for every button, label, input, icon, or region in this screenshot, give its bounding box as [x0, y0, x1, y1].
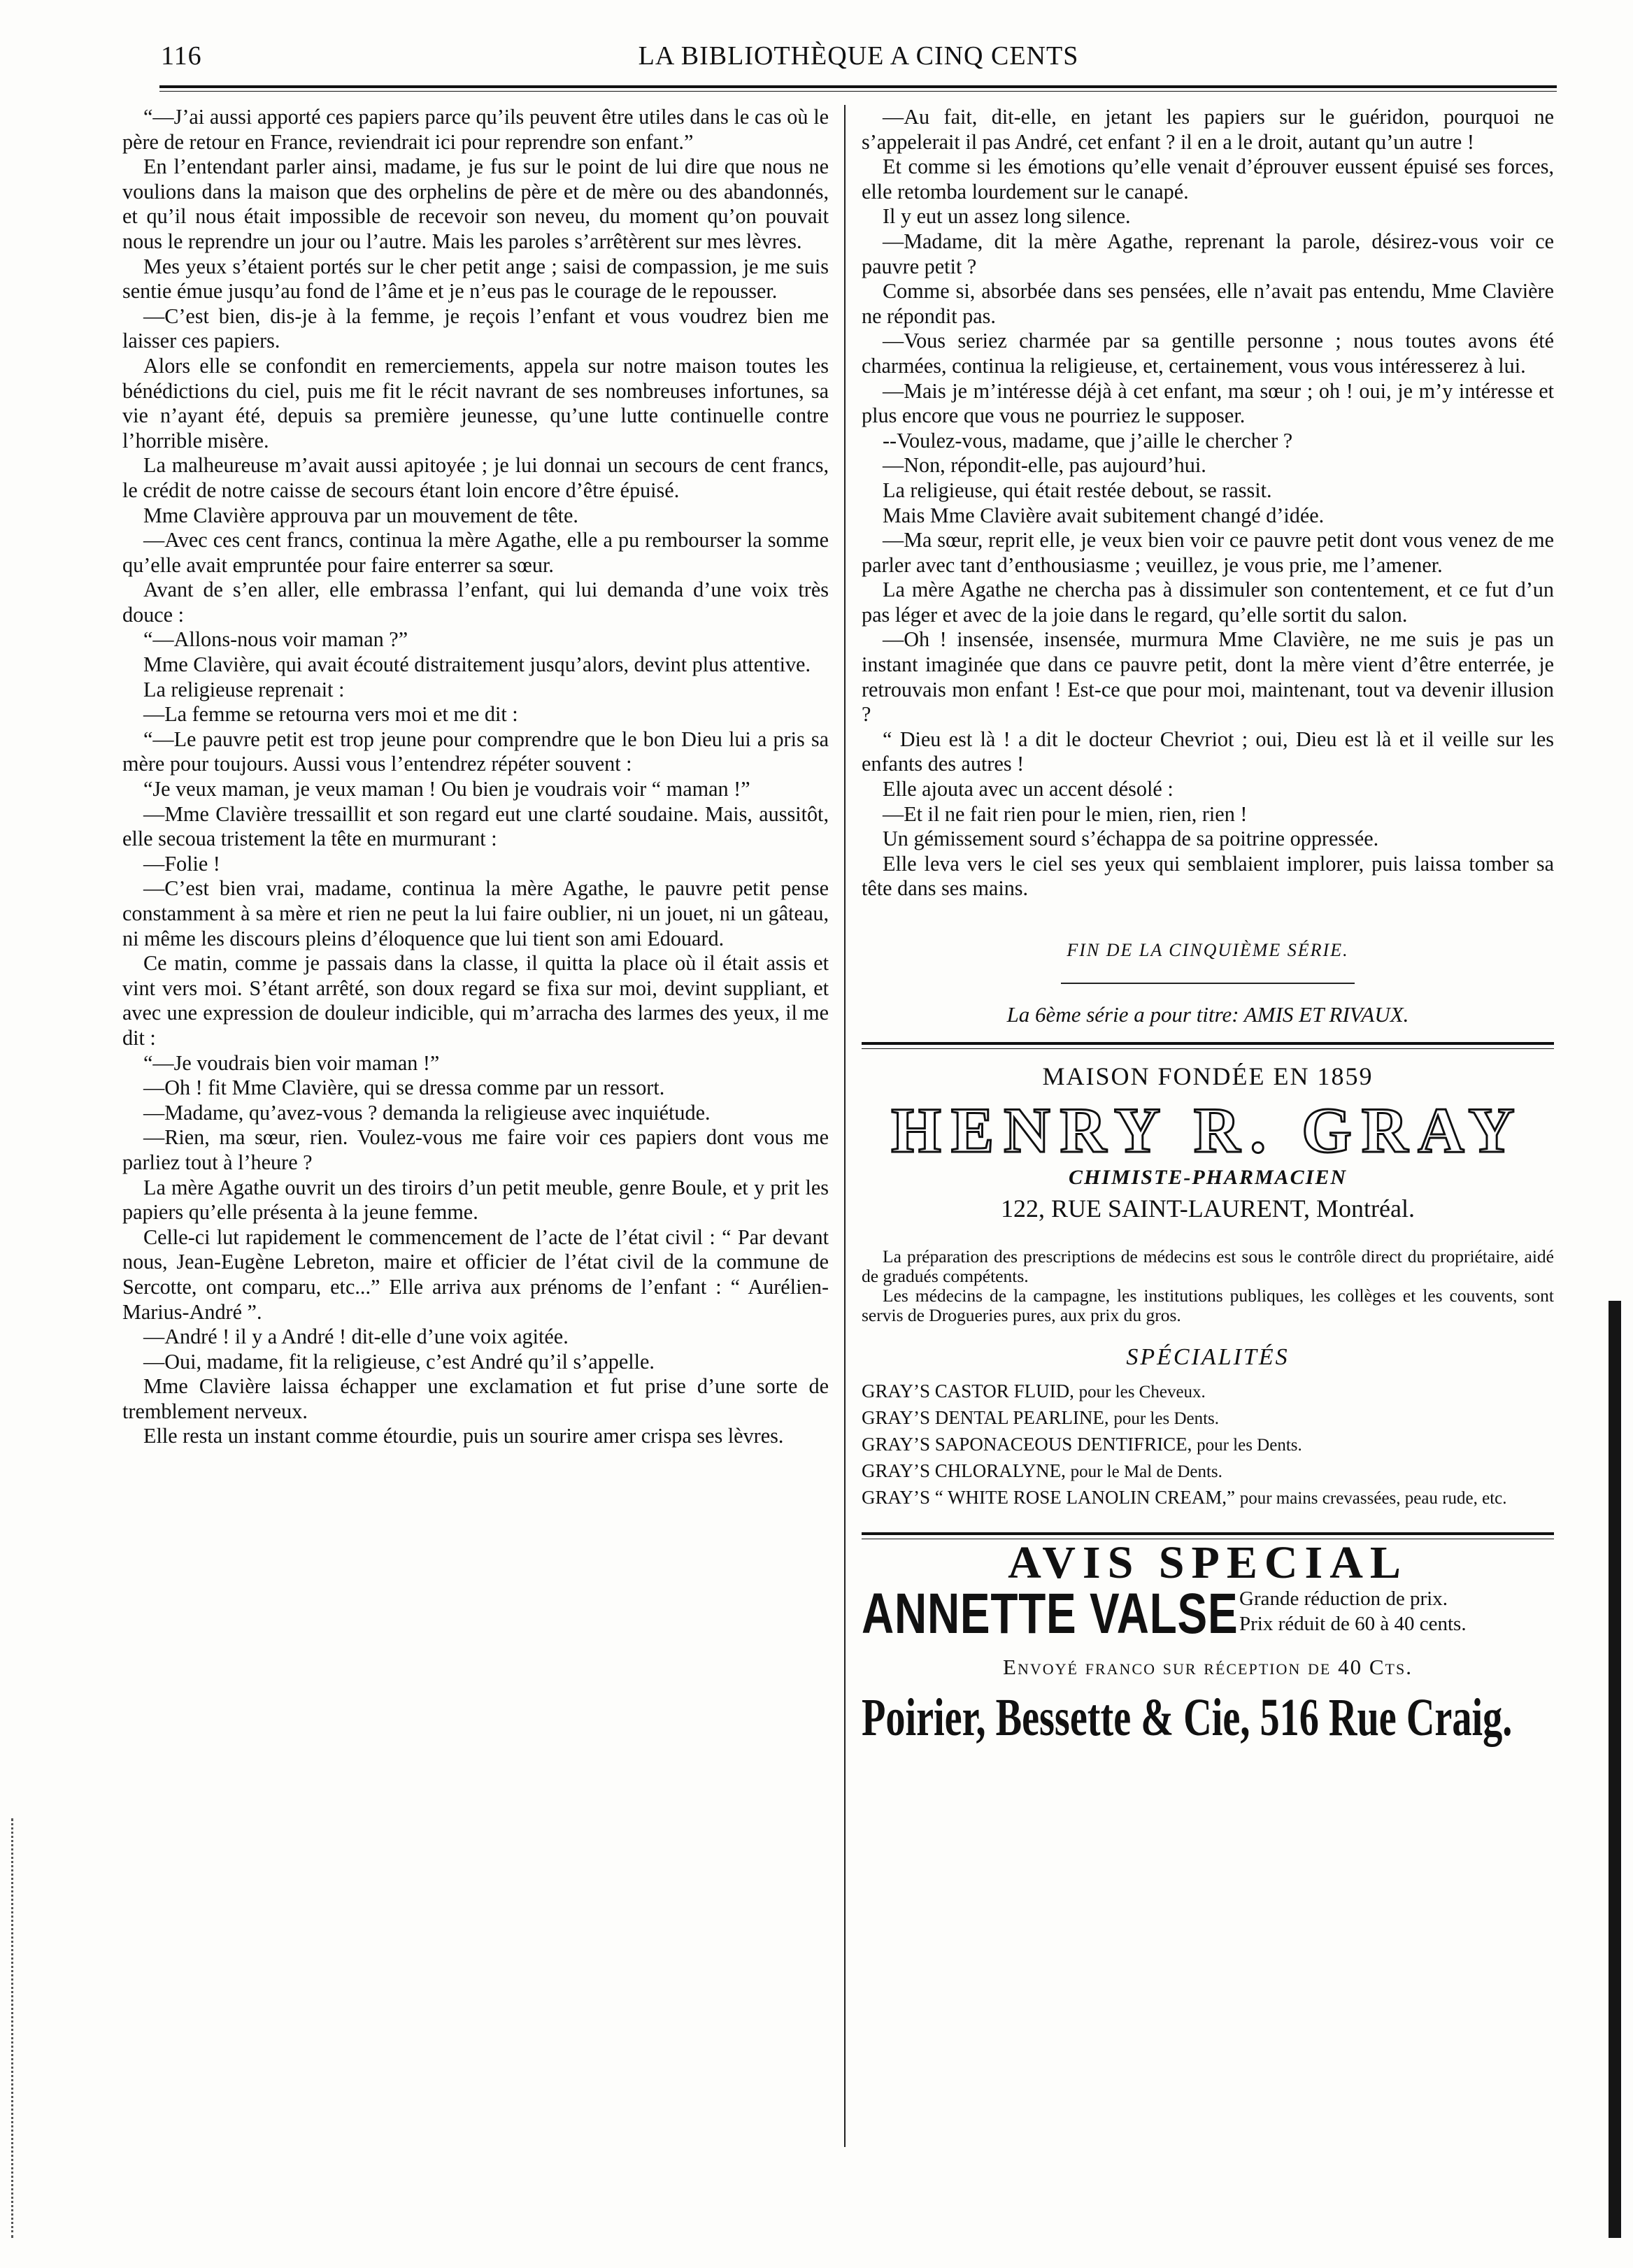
ad-product-item [862, 1485, 1554, 1511]
paragraph: Et comme si les émotions qu’elle venait d’éprouver eussent épuisé ses forces, elle retomba lourdement sur le canapé. [862, 155, 1554, 204]
ad-product-item [862, 1432, 1554, 1458]
ad-product-name: GRAY’S CHLORALYNE, [862, 1460, 1066, 1481]
ad-rule-thin [862, 1048, 1554, 1049]
shipping-note: Envoyé franco sur réception de 40 Cts. [1003, 1655, 1413, 1680]
paragraph: —Mme Clavière tressaillit et son regard eut une clarté soudaine. Mais, aussitôt, elle secoua tristement la tête en murmurant : [122, 801, 829, 851]
paragraph: —Madame, qu’avez-vous ? demanda la religieuse avec inquiétude. [143, 1100, 711, 1125]
paragraph: Avant de s’en aller, elle embrassa l’enfant, qui lui demanda d’une voix très douce : [122, 578, 829, 627]
paragraph: Un gémissement sourd s’échappa de sa poitrine oppressée. [883, 827, 1379, 851]
ad-rule [862, 1042, 1554, 1045]
ad-product-item [862, 1378, 1554, 1405]
paragraph: —André ! il y a André ! dit-elle d’une voix agitée. [143, 1325, 569, 1349]
paragraph: —Rien, ma sœur, rien. Voulez-vous me faire voir ces papiers dont vous me parliez tout à l’heure ? [122, 1125, 829, 1174]
right-column-text [862, 105, 1554, 901]
avis-rule [862, 1532, 1554, 1535]
paragraph: —Madame, dit la mère Agathe, reprenant la parole, désirez-vous voir ce pauvre petit ? [862, 229, 1554, 278]
end-notice: FIN DE LA CINQUIÈME SÉRIE. [1067, 940, 1349, 960]
ad-profession: CHIMISTE-PHARMACIEN [1068, 1165, 1348, 1189]
paragraph: Alors elle se confondit en remerciements, appela sur notre maison toutes les bénédictions du ciel, puis me fit le récit navrant de ses nombreuses infortunes, sa vie n’ayant été, depuis sa première jeunesse, qu’une lutte continuelle contre l’horrible misère. [122, 353, 829, 452]
paragraph: Mme Clavière laissa échapper une exclamation et fut prise d’une sorte de tremblement nerveux. [122, 1374, 829, 1423]
short-rule [1061, 983, 1355, 984]
paragraph: —Mais je m’intéresse déjà à cet enfant, ma sœur ; oh ! oui, je m’y intéresse et plus encore que vous ne pourriez le supposer. [862, 378, 1554, 428]
paragraph: Mme Clavière, qui avait écouté distraitement jusqu’alors, devint plus attentive. [143, 652, 811, 677]
ad-product-desc: pour mains crevassées, peau rude, etc. [1239, 1488, 1507, 1508]
paragraph: La mère Agathe ne chercha pas à dissimuler son contentement, et ce fut d’un pas léger et avec de la joie dans le regard, qu’elle sortit du salon. [862, 578, 1554, 627]
paragraph: “—Je voudrais bien voir maman !” [143, 1050, 440, 1075]
paragraph: —Vous seriez charmée par sa gentille personne ; nous toutes avons été charmées, continua la religieuse, et, certainement, vous vous intéresserez à lui. [862, 329, 1554, 378]
ad-product-list [862, 1378, 1554, 1511]
price-line: Grande réduction de prix. [1239, 1588, 1448, 1611]
paragraph: “—J’ai aussi apporté ces papiers parce qu’ils peuvent être utiles dans le cas où le père de retour en France, reviendrait ici pour reprendre son enfant.” [122, 105, 829, 154]
gray-advertisement [862, 1064, 1554, 1511]
paragraph: —Et il ne fait rien pour le mien, rien, rien ! [883, 801, 1248, 826]
running-head [161, 41, 1556, 80]
paragraph: —Au fait, dit-elle, en jetant les papiers sur le guéridon, pourquoi ne s’appelerait il pas André, cet enfant ? il en a le droit, autant qu’un autre ! [862, 105, 1554, 154]
paragraph: —Ma sœur, reprit elle, je veux bien voir ce pauvre petit dont vous venez de me parler avec tant d’enthousiasme ; veuillez, je vous prie, me l’amener. [862, 528, 1554, 577]
paragraph: “ Dieu est là ! a dit le docteur Chevriot ; oui, Dieu est là et il veille sur les enfants des autres ! [862, 727, 1554, 776]
paragraph: Comme si, absorbée dans ses pensées, elle n’avait pas entendu, Mme Clavière ne répondit pas. [862, 279, 1554, 328]
annette-row [862, 1581, 1554, 1648]
paragraph: “—Le pauvre petit est trop jeune pour comprendre que le bon Dieu lui a pris sa mère pour toujours. Aussi vous l’entendrez répéter souvent : [122, 727, 829, 776]
paragraph: La religieuse reprenait : [143, 677, 345, 701]
ad-description [862, 1247, 1554, 1325]
ad-founded: MAISON FONDÉE EN 1859 [1042, 1062, 1374, 1091]
header-rule-thin [159, 91, 1557, 92]
paragraph: —Oh ! insensée, insensée, murmura Mme Clavière, ne me suis je pas un instant imaginée que dans ce pauvre petit, dont la mère vient d’être enterrée, je retrouvais mon enfant ! Est-ce que pour moi, maintenant, tout va devenir illusion ? [862, 627, 1554, 727]
paragraph: “Je veux maman, je veux maman ! Ou bien je voudrais voir “ maman !” [143, 777, 750, 801]
paragraph: —La femme se retourna vers moi et me dit : [143, 702, 518, 727]
paragraph: Elle ajouta avec un accent désolé : [883, 777, 1174, 801]
ad-product-name: GRAY’S “ WHITE ROSE LANOLIN CREAM,” [862, 1486, 1235, 1508]
ad-company-name: HENRY R. GRAY [891, 1094, 1525, 1166]
price-note [1239, 1586, 1467, 1636]
paragraph: Ce matin, comme je passais dans la classe, il quitta la place où il était assis et vint vers moi. S’étant arrêté, son doux regard se fixa sur moi, devint suppliant, et avec une expression de douleur indicible, qui m’arracha des larmes des yeux, il me dit : [122, 951, 829, 1050]
paragraph: La mère Agathe ouvrit un des tiroirs d’un petit meuble, genre Boule, et y prit les papiers qu’elle présenta à la jeune femme. [122, 1175, 829, 1225]
paragraph: En l’entendant parler ainsi, madame, je fus sur le point de lui dire que nous ne voulions dans la maison que des orphelins de père et de mère ou des abandonnés, et qu’il nous était impossible de recevoir son neveu, du moment qu’on pouvait nous le reprendre un jour ou l’autre. Mais les paroles s’arrêtèrent sur mes lèvres. [122, 155, 829, 253]
paragraph: —C’est bien, dis-je à la femme, je reçois l’enfant et vous voudrez bien me laisser ces papiers. [122, 304, 829, 353]
ad-product-desc: pour les Dents. [1113, 1408, 1220, 1428]
paragraph: —Oh ! fit Mme Clavière, qui se dressa comme par un ressort. [143, 1076, 665, 1100]
ad-product-desc: pour les Cheveux. [1078, 1382, 1206, 1402]
column-separator [844, 105, 846, 2147]
ad-paragraph: La préparation des prescriptions de médecins est sous le contrôle direct du propriétaire, aidé de gradués compétents. [862, 1246, 1554, 1286]
paragraph: La religieuse, qui était restée debout, se rassit. [883, 478, 1272, 502]
price-line: Prix réduit de 60 à 40 cents. [1239, 1613, 1467, 1636]
ad-product-desc: pour les Dents. [1197, 1435, 1302, 1455]
avis-advertisement [862, 1536, 1554, 1751]
ad-address: 122, RUE SAINT-LAURENT, Montréal. [1001, 1194, 1415, 1223]
ad-product-name: GRAY’S CASTOR FLUID, [862, 1380, 1074, 1402]
paragraph: Elle leva vers le ciel ses yeux qui semblaient implorer, puis laissa tomber sa tête dans ses mains. [862, 851, 1554, 901]
ad-product-item [862, 1405, 1554, 1432]
paragraph: “—Allons-nous voir maman ?” [143, 627, 408, 652]
paragraph: —Avec ces cent francs, continua la mère Agathe, elle a pu rembourser la somme qu’elle avait empruntée pour faire enterrer sa sœur. [122, 528, 829, 577]
scan-edge-dots [11, 1818, 15, 2238]
page-number: 116 [161, 41, 202, 71]
ad-product-name: GRAY’S SAPONACEOUS DENTIFRICE, [862, 1433, 1192, 1455]
paragraph: --Voulez-vous, madame, que j’aille le chercher ? [883, 428, 1293, 452]
paragraph: Celle-ci lut rapidement le commencement de l’acte de l’état civil : “ Par devant nous, Jean-Eugène Lebreton, maire et officier de l’état civil de la commune de Sercotte, ont comparu, etc...” Elle arriva aux prénoms de l’enfant : “ Aurélien-Marius-André ”. [122, 1225, 829, 1324]
ad-paragraph: Les médecins de la campagne, les institutions publiques, les collèges et les couvents, sont servis de Drogueries pures, aux prix du gros. [862, 1285, 1554, 1325]
paragraph: —Oui, madame, fit la religieuse, c’est André qu’il s’appelle. [143, 1349, 655, 1374]
avis-title: AVIS SPECIAL [1008, 1536, 1408, 1588]
running-title: LA BIBLIOTHÈQUE A CINQ CENTS [638, 41, 1079, 71]
publisher-name: Poirier, Bessette & Cie, 516 Rue Craig. [862, 1688, 1513, 1747]
paragraph: Mais Mme Clavière avait subitement changé d’idée. [883, 503, 1325, 527]
left-column [122, 105, 829, 1449]
header-rule [159, 85, 1557, 88]
ad-specialites-title: SPÉCIALITÉS [1126, 1343, 1290, 1370]
paragraph: —Non, répondit-elle, pas aujourd’hui. [883, 453, 1206, 478]
paragraph: Mes yeux s’étaient portés sur le cher petit ange ; saisi de compassion, je me suis sentie émue jusqu’au fond de l’âme et je n’eus pas le courage de le repousser. [122, 254, 829, 304]
product-name: ANNETTE VALSE [862, 1582, 1239, 1646]
paragraph: —C’est bien vrai, madame, continua la mère Agathe, le pauvre petit pense constamment à sa mère et rien ne peut la lui faire oublier, ni un jouet, ni un gâteau, ni même les discours pleins d’éloquence que lui tient son ami Edouard. [122, 876, 829, 950]
scan-edge-shadow [1609, 1301, 1621, 2238]
ad-product-item [862, 1458, 1554, 1485]
paragraph: Mme Clavière approuva par un mouvement de tête. [143, 503, 578, 527]
ad-product-desc: pour le Mal de Dents. [1070, 1462, 1222, 1481]
paragraph: Elle resta un instant comme étourdie, puis un sourire amer crispa ses lèvres. [143, 1424, 784, 1448]
paragraph: Il y eut un assez long silence. [883, 204, 1131, 229]
next-series: La 6ème série a pour titre: AMIS ET RIVAUX. [1006, 1001, 1409, 1027]
ad-product-name: GRAY’S DENTAL PEARLINE, [862, 1406, 1109, 1428]
right-column [862, 105, 1554, 1751]
paragraph: La malheureuse m’avait aussi apitoyée ; je lui donnai un secours de cent francs, le crédit de notre caisse de secours étant loin encore d’être épuisé. [122, 453, 829, 502]
paragraph: —Folie ! [143, 851, 220, 876]
